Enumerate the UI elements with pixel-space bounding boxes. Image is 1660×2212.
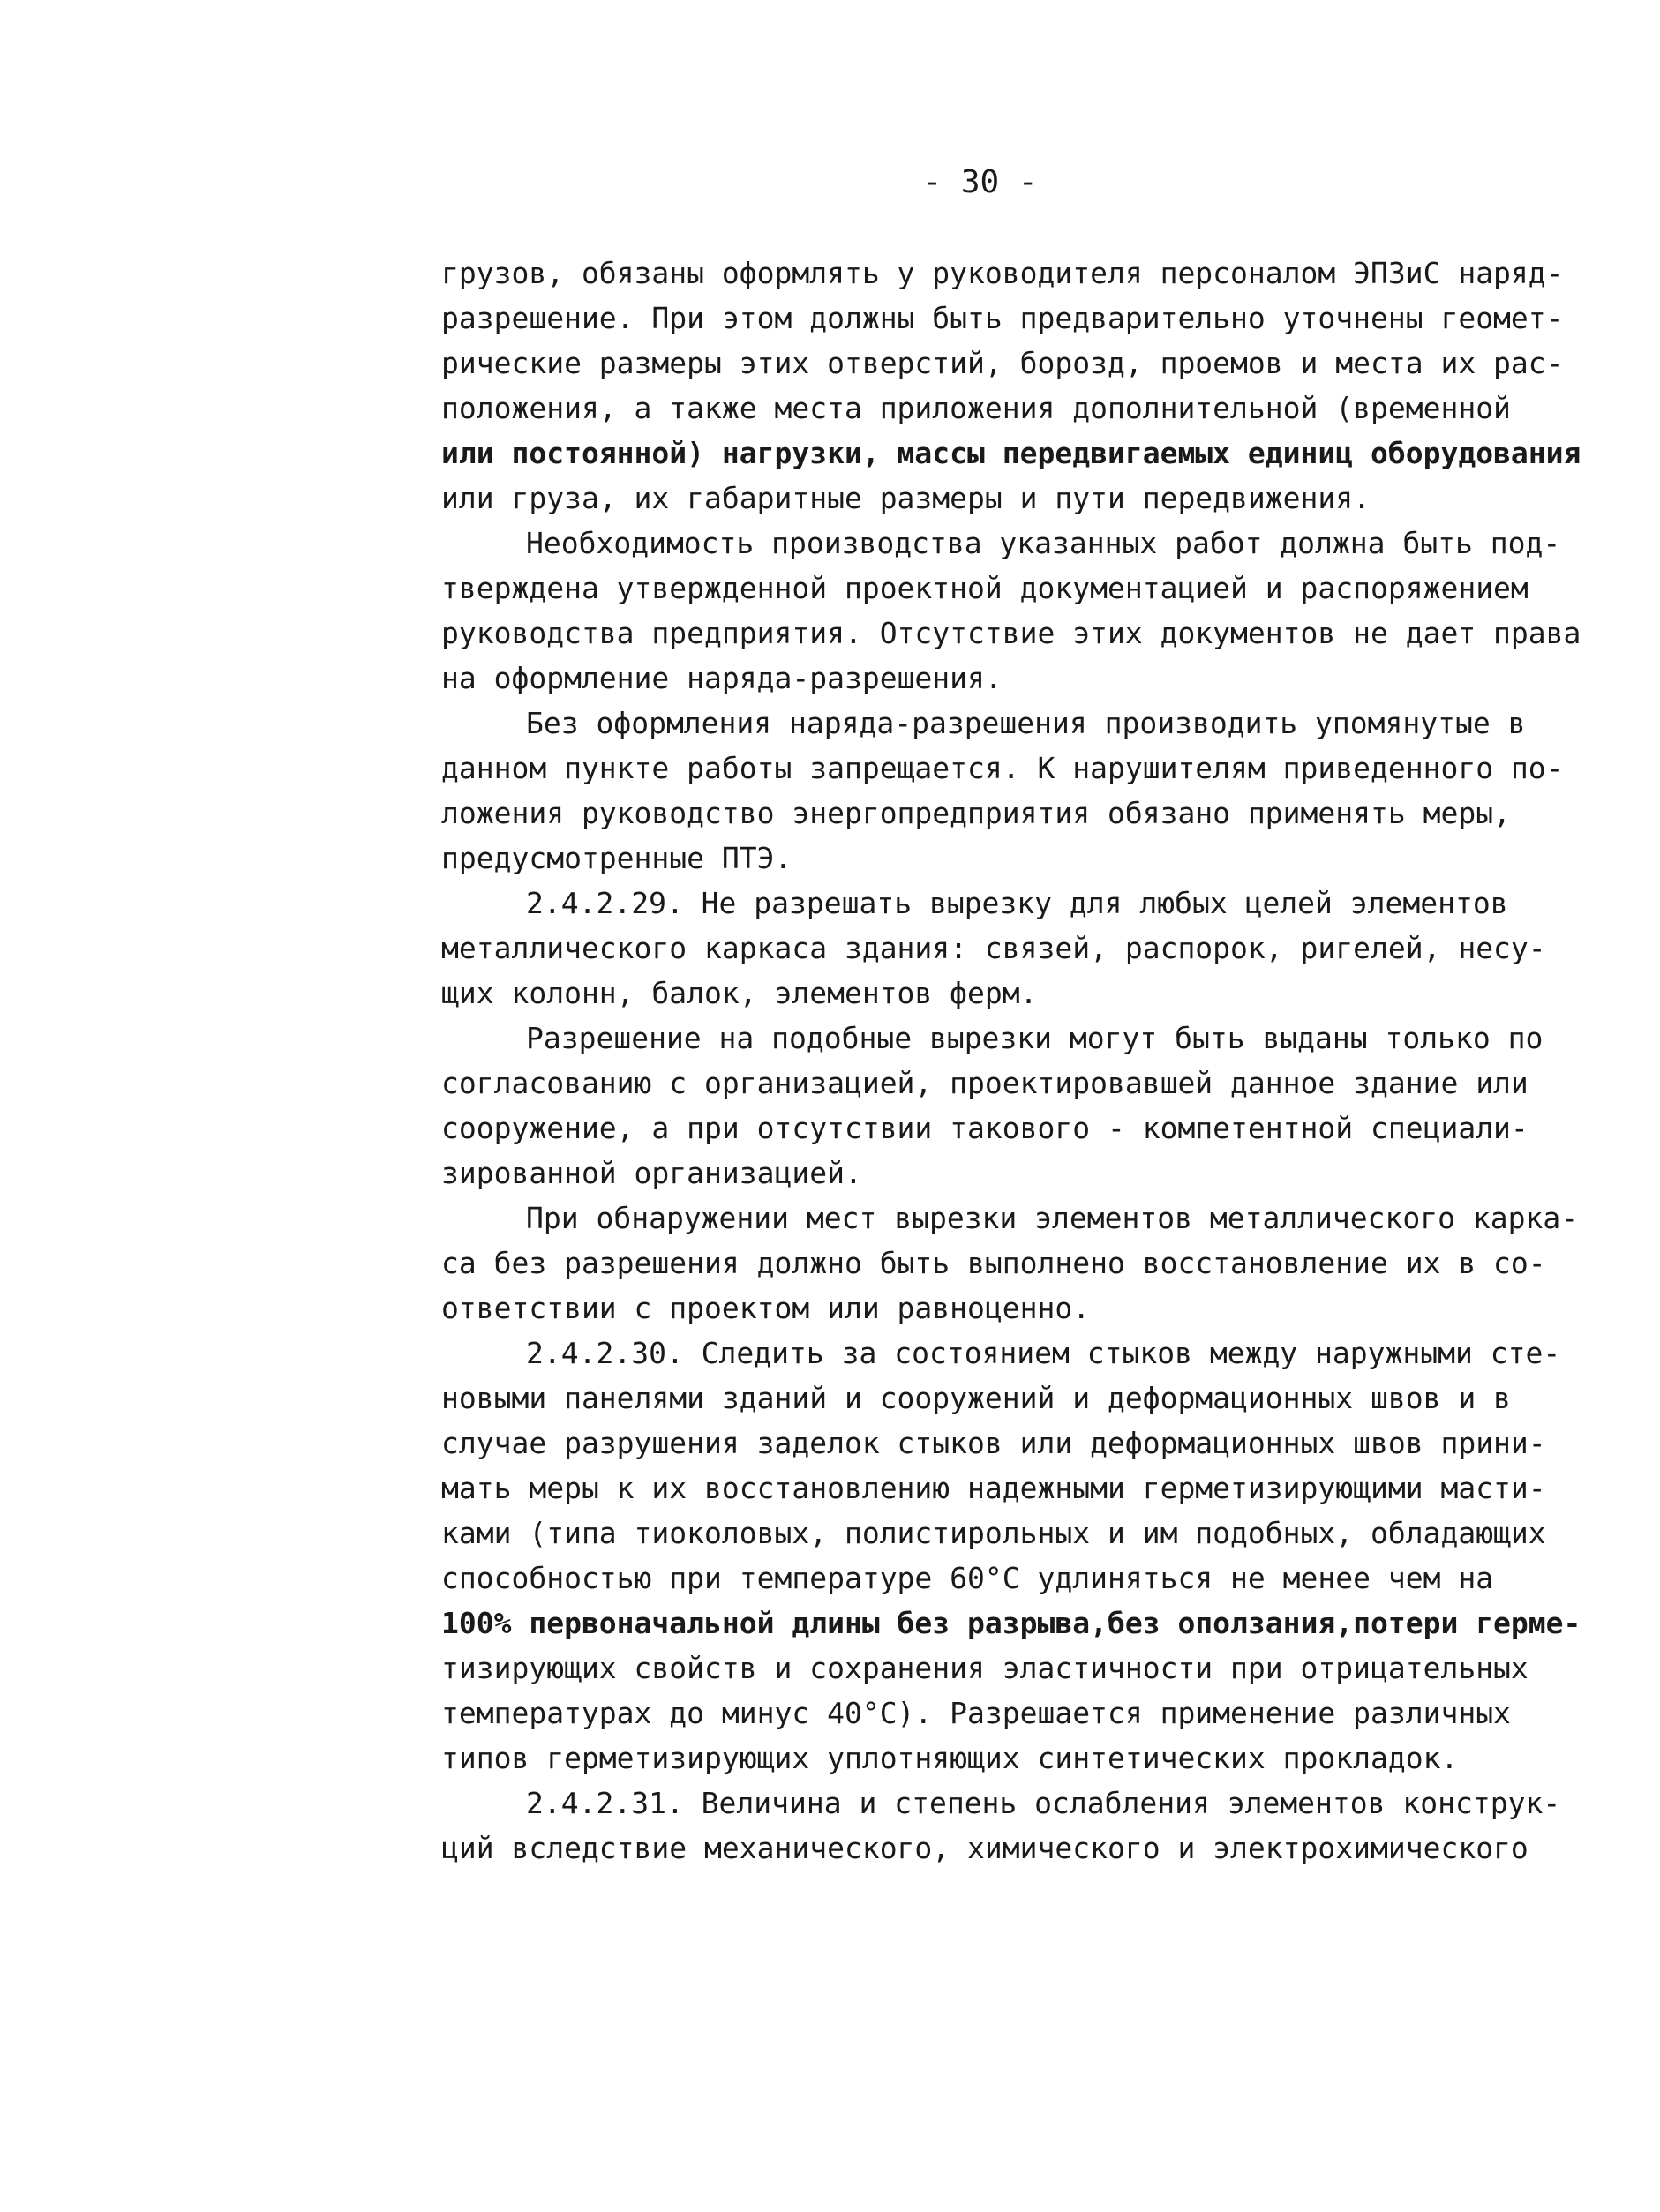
text-line: положения, а также места приложения дополнительной (временной bbox=[441, 391, 1511, 425]
text-line: температурах до минус 40°С). Разрешается применение различных bbox=[441, 1696, 1511, 1730]
text-line: Без оформления наряда-разрешения производить упомянутые в bbox=[526, 706, 1526, 740]
text-line: данном пункте работы запрещается. К нарушителям приведенного по- bbox=[441, 751, 1564, 785]
text-line: Разрешение на подобные вырезки могут быть выданы только по bbox=[526, 1021, 1544, 1055]
text-line: 100% первоначальной длины без разрыва,без оползания,потери герме- bbox=[441, 1606, 1581, 1640]
text-line: случае разрушения заделок стыков или деформационных швов прини- bbox=[441, 1426, 1546, 1460]
text-line: ций вследствие механического, химического и электрохимического bbox=[441, 1831, 1529, 1865]
text-line: типов герметизирующих уплотняющих синтетических прокладок. bbox=[441, 1741, 1459, 1775]
text-line: рические размеры этих отверстий, борозд, проемов и места их рас- bbox=[441, 346, 1564, 380]
text-line: сооружение, а при отсутствии такового - компетентной специали- bbox=[441, 1111, 1529, 1145]
text-line: 2.4.2.30. Следить за состоянием стыков между наружными сте- bbox=[526, 1336, 1561, 1370]
text-line: ложения руководство энергопредприятия обязано применять меры, bbox=[441, 796, 1511, 830]
text-line: зированной организацией. bbox=[441, 1156, 862, 1190]
text-line: Необходимость производства указанных работ должна быть под- bbox=[526, 526, 1561, 560]
text-line: разрешение. При этом должны быть предварительно уточнены геомет- bbox=[441, 301, 1564, 335]
text-line: са без разрешения должно быть выполнено восстановление их в со- bbox=[441, 1246, 1546, 1280]
text-line: новыми панелями зданий и сооружений и деформационных швов и в bbox=[441, 1381, 1511, 1415]
text-line: тизирующих свойств и сохранения эластичности при отрицательных bbox=[441, 1651, 1529, 1685]
text-line: щих колонн, балок, элементов ферм. bbox=[441, 976, 1038, 1010]
text-line: ответствии с проектом или равноценно. bbox=[441, 1291, 1091, 1325]
text-line: ками (типа тиоколовых, полистирольных и им подобных, обладающих bbox=[441, 1516, 1546, 1550]
text-line: При обнаружении мест вырезки элементов металлического карка- bbox=[526, 1201, 1579, 1235]
text-line: грузов, обязаны оформлять у руководителя персоналом ЭПЗиС наряд- bbox=[441, 256, 1564, 290]
text-line: или груза, их габаритные размеры и пути передвижения. bbox=[441, 481, 1371, 515]
text-line: мать меры к их восстановлению надежными герметизирующими масти- bbox=[441, 1471, 1546, 1505]
text-line: или постоянной) нагрузки, массы передвигаемых единиц оборудования bbox=[441, 436, 1581, 470]
text-line: предусмотренные ПТЭ. bbox=[441, 841, 792, 875]
text-line: металлического каркаса здания: связей, распорок, ригелей, несу- bbox=[441, 931, 1546, 965]
text-line: согласованию с организацией, проектировавшей данное здание или bbox=[441, 1066, 1529, 1100]
text-line: на оформление наряда-разрешения. bbox=[441, 661, 1003, 695]
text-line: 2.4.2.31. Величина и степень ослабления элементов конструк- bbox=[526, 1786, 1561, 1820]
text-line: способностью при температуре 60°С удлиняться не менее чем на bbox=[441, 1561, 1494, 1595]
body-text bbox=[441, 251, 1624, 1871]
text-line: 2.4.2.29. Не разрешать вырезку для любых целей элементов bbox=[526, 886, 1508, 920]
text-line: руководства предприятия. Отсутствие этих документов не дает права bbox=[441, 616, 1581, 650]
text-line: тверждена утвержденной проектной документацией и распоряжением bbox=[441, 571, 1529, 605]
page-number: - 30 - bbox=[922, 164, 1038, 200]
